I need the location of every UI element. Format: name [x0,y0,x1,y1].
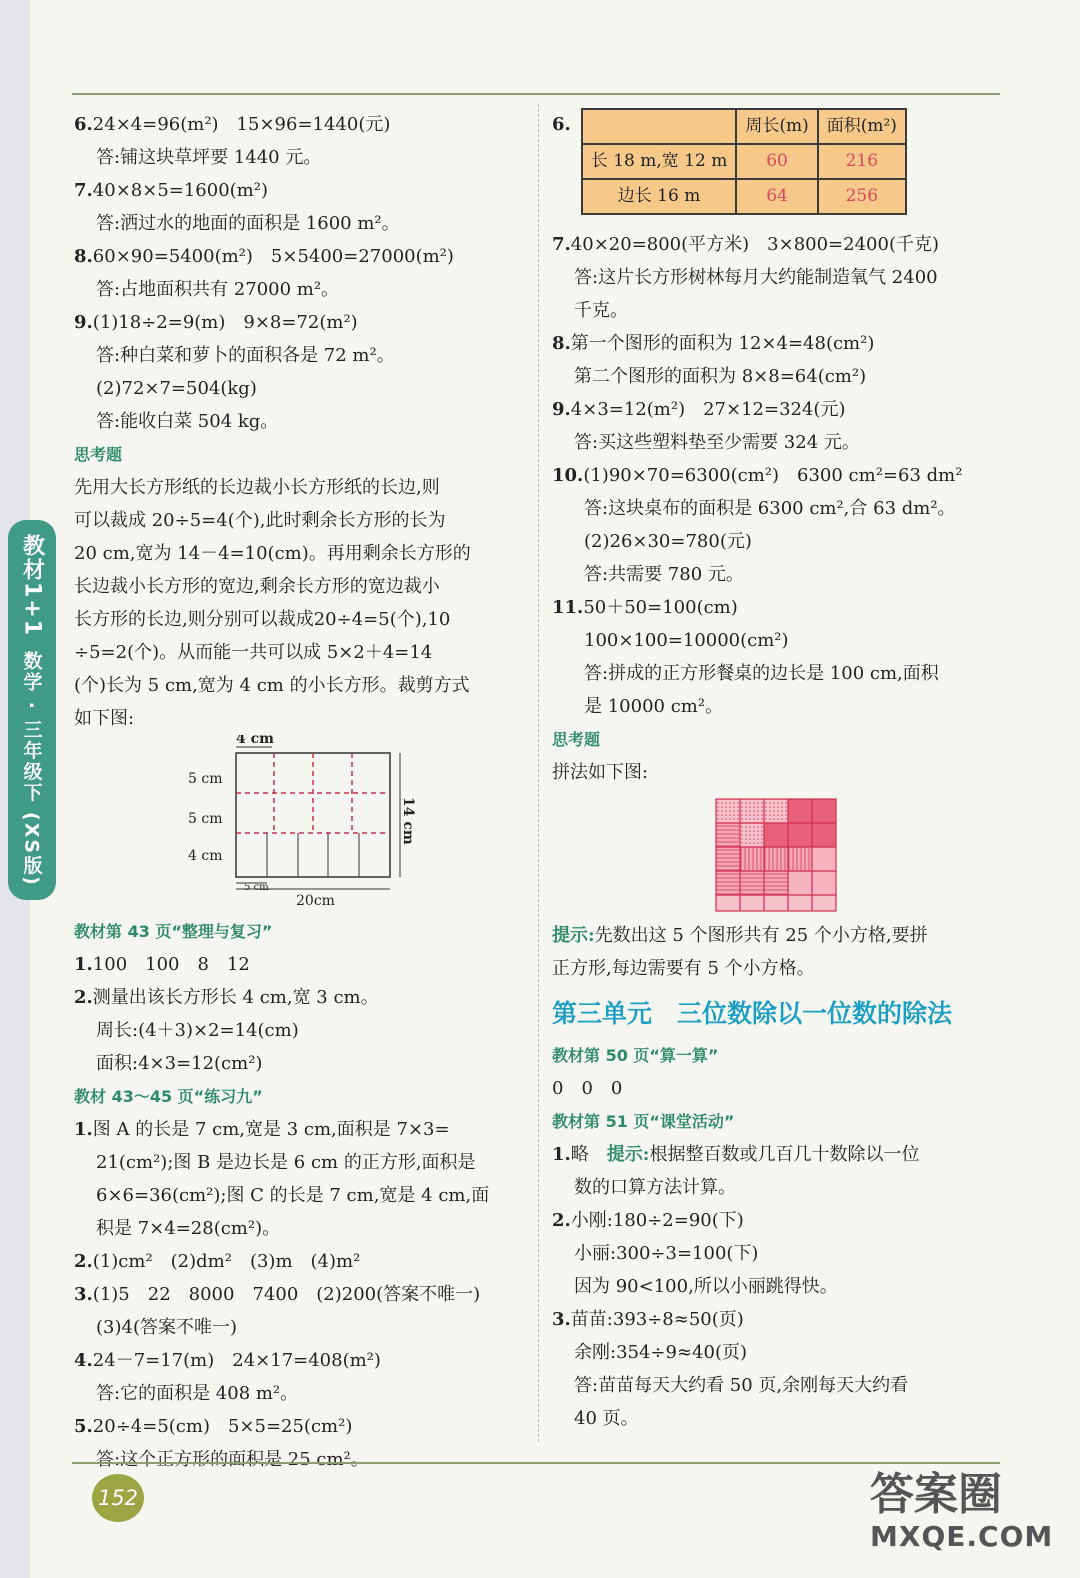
exercise-3: 3.(1)5 22 8000 7400 (2)200(答案不唯一) [74,1284,481,1305]
watermark-small: MXQE.COM [870,1520,1054,1553]
answer-r7-result: 答:这片长方形树林每月大约能制造氧气 2400 [574,267,938,288]
section-title-exercise-9: 教材 43～45 页“练习九” [74,1087,263,1106]
review-2: 2.测量出该长方形长 4 cm,宽 3 cm。 [74,987,379,1008]
exercise-2: 2.(1)cm² (2)dm² (3)m (4)m² [74,1251,361,1272]
answer-6: 6.24×4=96(m²) 15×96=1440(元) [74,114,391,135]
think-line: ÷5=2(个)。从而能一共可以成 5×2＋4=14 [74,642,433,663]
think-text-right: 拼法如下图: [552,762,649,783]
think-line: 长方形的长边,则分别可以裁成20÷4=5(个),10 [74,609,451,630]
exercise-4-result: 答:它的面积是 408 m²。 [96,1383,299,1404]
answer-r10: 10.(1)90×70=6300(cm²) 6300 cm²=63 dm² [552,465,963,486]
exercise-4: 4.24－7=17(m) 24×17=408(m²) [74,1350,381,1371]
table-header-cell [582,109,737,144]
answer-r11-result: 答:拼成的正方形餐桌的边长是 100 cm,面积 [584,663,939,684]
answer-8-result: 答:占地面积共有 27000 m²。 [96,279,340,300]
think-line: 长边裁小长方形的宽边,剩余长方形的宽边裁小 [74,576,440,597]
table-cell: 边长 16 m [582,179,737,214]
label-row2: 5 cm [188,811,223,827]
think-line: 先用大长方形纸的长边裁小长方形纸的长边,则 [74,477,440,498]
think-line: 可以裁成 20÷5=4(个),此时剩余长方形的长为 [74,510,446,531]
page-number: 152 [92,1474,144,1522]
column-divider [538,104,539,1442]
bottom-rule [72,1462,1000,1464]
p50-answer: 0 0 0 [552,1078,623,1099]
label-bottom: 20cm [296,893,335,909]
hint-line-1: 提示:先数出这 5 个图形共有 25 个小方格,要拼 [552,925,928,946]
answer-r9-result: 答:买这些塑料垫至少需要 324 元。 [574,432,860,453]
table-cell: 216 [818,144,906,179]
answer-9-result-1: 答:种白菜和萝卜的面积各是 72 m²。 [96,345,395,366]
think-line: 20 cm,宽为 14－4=10(cm)。再用剩余长方形的 [74,543,471,564]
right-column [552,108,1008,1435]
exercise-5-result: 答:这个正方形的面积是 25 cm²。 [96,1449,369,1470]
answer-r10-line: (2)26×30=780(元) [584,531,752,552]
activity-1-line: 数的口算方法计算。 [574,1177,736,1198]
think-title: 思考题 [74,445,123,464]
hint-line-2: 正方形,每边需要有 5 个小方格。 [552,958,815,979]
answer-8: 8.60×90=5400(m²) 5×5400=27000(m²) [74,246,454,267]
answer-r7: 7.40×20=800(平方米) 3×800=2400(千克) [552,234,939,255]
square-puzzle [552,789,1008,919]
answer-6-result: 答:铺这块草坪要 1440 元。 [96,147,322,168]
section-title-p51: 教材第 51 页“课堂活动” [552,1112,735,1131]
cutting-diagram-svg [74,735,526,915]
cutting-diagram [74,735,526,915]
think-title-right: 思考题 [552,730,601,749]
square-puzzle-svg [552,789,1008,919]
table-cell: 256 [818,179,906,214]
exercise-5: 5.20÷4=5(cm) 5×5=25(cm²) [74,1416,353,1437]
table-cell: 60 [736,144,817,179]
table-cell: 64 [736,179,817,214]
answer-r10-result-2: 答:共需要 780 元。 [584,564,744,585]
table-header-cell: 面积(m²) [818,109,906,144]
side-tab-subject: 数学 · 三年级下 (XS版) [20,651,43,887]
section-title-review: 教材第 43 页“整理与复习” [74,922,273,941]
label-row1: 5 cm [188,771,223,787]
label-bottom-small: 5 cm [244,882,269,893]
label-top: 4 cm [236,735,274,747]
watermark-big: 答案圈 [870,1469,1002,1520]
label-row3: 4 cm [188,848,223,864]
answer-6-number: 6. [552,114,571,135]
answer-9-expr-2: (2)72×7=504(kg) [96,378,257,399]
cut-lines [236,753,390,833]
answer-9-result-2: 答:能收白菜 504 kg。 [96,411,279,432]
think-line: (个)长为 5 cm,宽为 4 cm 的小长方形。裁剪方式 [74,675,470,696]
answer-r11-result-2: 是 10000 cm²。 [584,696,724,717]
activity-3: 3.苗苗:393÷8≈50(页) [552,1309,744,1330]
exercise-1: 1.图 A 的长是 7 cm,宽是 3 cm,面积是 7×3= [74,1119,450,1140]
label-right: 14 cm [400,797,416,845]
exercise-3-line: (3)4(答案不唯一) [96,1317,237,1338]
review-2-area: 面积:4×3=12(cm²) [96,1053,263,1074]
answer-r7-result-2: 千克。 [574,300,628,321]
think-text [74,471,526,735]
think-line: 如下图: [74,708,135,729]
watermark [870,1470,1053,1553]
activity-2: 2.小刚:180÷2=90(下) [552,1210,744,1231]
answer-7-result: 答:洒过水的地面的面积是 1600 m²。 [96,213,400,234]
answer-r9: 9.4×3=12(m²) 27×12=324(元) [552,399,846,420]
table-cell: 长 18 m,宽 12 m [582,144,737,179]
answer-r8-line: 第二个图形的面积为 8×8=64(cm²) [574,366,867,387]
review-2-perimeter: 周长:(4＋3)×2=14(cm) [96,1020,299,1041]
exercise-1-line: 6×6=36(cm²);图 C 的长是 7 cm,宽是 4 cm,面 [96,1185,490,1206]
side-tab [8,520,56,900]
activity-2-line: 因为 90<100,所以小丽跳得快。 [574,1276,838,1297]
answer-6-table-row [552,108,1008,228]
top-rule [72,93,1000,95]
answer-9: 9.(1)18÷2=9(m) 9×8=72(m²) [74,312,358,333]
activity-3-line: 余刚:354÷9≈40(页) [574,1342,747,1363]
left-column [74,108,526,1476]
side-tab-brand: 教材1+1 [19,534,45,638]
exercise-1-line: 21(cm²);图 B 是边长是 6 cm 的正方形,面积是 [96,1152,476,1173]
section-title-p50: 教材第 50 页“算一算” [552,1046,719,1065]
review-1: 1.100 100 8 12 [74,954,250,975]
table-row [582,179,906,214]
answer-r11: 11.50＋50=100(cm) [552,597,738,618]
table-header-row [582,109,906,144]
activity-3-result: 答:苗苗每天大约看 50 页,余刚每天大约看 [574,1375,909,1396]
bottom-row-lines [267,833,359,877]
answer-7: 7.40×8×5=1600(m²) [74,180,268,201]
result-table [581,108,907,215]
activity-1: 1.略 提示:根据整百数或几百几十数除以一位 [552,1144,920,1165]
answer-r11-line: 100×100=10000(cm²) [584,630,789,651]
unit-title: 第三单元 三位数除以一位数的除法 [552,999,953,1028]
activity-3-result-2: 40 页。 [574,1408,639,1429]
answer-r8: 8.第一个图形的面积为 12×4=48(cm²) [552,333,875,354]
table-row [582,144,906,179]
table-header-cell: 周长(m) [736,109,817,144]
exercise-1-line: 积是 7×4=28(cm²)。 [96,1218,281,1239]
puzzle-cells [716,799,836,911]
activity-2-line: 小丽:300÷3=100(下) [574,1243,759,1264]
answer-r10-result: 答:这块桌布的面积是 6300 cm²,合 63 dm²。 [584,498,956,519]
